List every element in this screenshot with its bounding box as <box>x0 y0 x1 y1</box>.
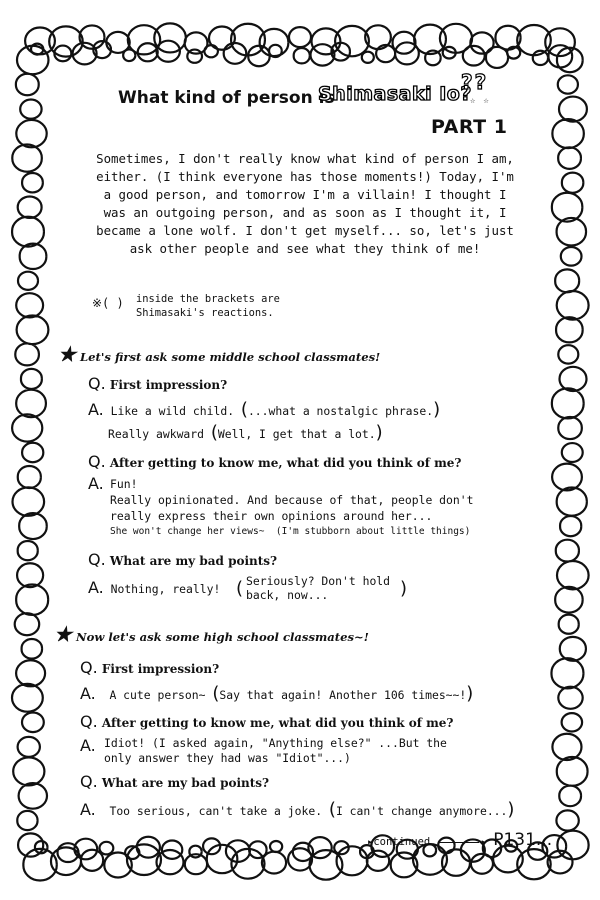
question-text: After getting to know me, what did you think of me? <box>101 716 454 730</box>
answer-text: She won't change her views~ <box>110 526 265 537</box>
continued-text: continued <box>373 836 431 848</box>
note <box>136 292 280 320</box>
star-icon: ★ <box>58 342 76 366</box>
answer-text: really express their own opinions around her... <box>110 509 433 523</box>
question <box>80 712 453 731</box>
answer <box>88 578 220 597</box>
reaction-text: I can't change anymore... <box>335 804 508 818</box>
note-line: Shimasaki's reactions. <box>136 307 274 319</box>
q-label: Q. <box>88 550 106 569</box>
question <box>80 772 269 791</box>
answer-text: only answer they had was "Idiot"...) <box>104 751 351 765</box>
part-label: PART 1 <box>431 116 508 138</box>
intro-paragraph: Sometimes, I don't really know what kind of person I am, either. (I think everyone has those moments!) Today, I'm a good person, and tomorrow I'm a villain! I thought I was an outgoing person, and as soon as I thought it, I became a lone wolf. I don't get myself... so, let's just ask other people and see what they think of me! <box>96 151 514 256</box>
answer-text: Really opinionated. And because of that, people don't <box>110 493 474 507</box>
title-name: Shimasaki Io? <box>318 83 472 105</box>
q-label: Q. <box>80 658 98 677</box>
answer-text-small: She won't change her views~ (I'm stubborn about little things) <box>110 526 471 537</box>
reaction-text: Well, I get that a lot. <box>217 427 376 441</box>
reaction-text: Say that again! Another 106 times~~! <box>219 688 467 702</box>
arrow-head-icon: ▸ <box>480 836 487 848</box>
section-heading-text: Let's first ask some middle school classmates! <box>79 350 381 364</box>
answer: A. Too serious, can't take a joke. (I can't change anymore...) <box>80 799 515 820</box>
page-title: What kind of person is <box>118 88 335 108</box>
answer-text: Like a wild child. <box>110 404 235 418</box>
question <box>88 374 227 393</box>
a-label: A. <box>88 400 104 419</box>
border-loops <box>12 46 49 857</box>
question-text: What are my bad points? <box>101 776 270 790</box>
question <box>88 550 277 569</box>
star-icon: ★ <box>54 622 72 646</box>
border-loops <box>551 48 588 860</box>
a-label: A. <box>80 800 96 819</box>
a-label: A. <box>80 684 96 703</box>
reaction-text: ...what a nostalgic phrase. <box>247 404 434 418</box>
answer-text: Fun! <box>110 477 138 491</box>
small-stars-doodle: ☆☆ <box>470 96 497 106</box>
continued-footer <box>367 830 552 850</box>
reaction-text: I'm stubborn about little things <box>281 526 465 537</box>
arrow-line <box>439 842 479 843</box>
note-line: inside the brackets are <box>136 293 280 305</box>
border-loops <box>25 23 575 56</box>
a-label: A. <box>80 736 96 755</box>
section-heading-high-school <box>54 624 369 644</box>
q-label: Q. <box>88 374 106 393</box>
answer-text: A cute person~ <box>109 688 206 702</box>
answer: Really awkward (Well, I get that a lot.) <box>108 422 383 443</box>
question <box>80 658 219 677</box>
reaction: ( Seriously? Don't hold back, now... ) <box>236 574 408 602</box>
answer <box>80 736 447 766</box>
answer-text: Nothing, really! <box>110 582 221 596</box>
reaction-text: Seriously? Don't hold <box>246 574 391 588</box>
answer-text: Idiot! (I asked again, "Anything else?" ...But the <box>104 736 447 750</box>
question <box>88 452 461 471</box>
question-text: What are my bad points? <box>109 554 278 568</box>
border-loops <box>31 41 572 68</box>
q-label: Q. <box>80 712 98 731</box>
question-marks-doodle: ?? <box>461 70 489 94</box>
question-text: First impression? <box>109 378 228 392</box>
a-label: A. <box>88 474 104 493</box>
answer <box>88 476 473 540</box>
triangle-icon: ▸ <box>367 836 374 848</box>
answer-text: Too serious, can't take a joke. <box>109 804 323 818</box>
answer: A. A cute person~ (Say that again! Another 106 times~~!) <box>80 683 474 704</box>
reaction-text: back, now... <box>246 588 329 602</box>
q-label: Q. <box>80 772 98 791</box>
a-label: A. <box>88 578 104 597</box>
page-reference: P131... <box>493 830 553 850</box>
answer-text: Really awkward <box>108 427 205 441</box>
question-text: First impression? <box>101 662 220 676</box>
q-label: Q. <box>88 452 106 471</box>
section-heading-text: Now let's ask some high school classmates~! <box>75 630 369 644</box>
note-symbol: ※( ) <box>92 296 124 310</box>
section-heading-middle-school <box>58 344 380 364</box>
answer: A. Like a wild child. (...what a nostalgic phrase.) <box>88 399 441 420</box>
question-text: After getting to know me, what did you think of me? <box>109 456 462 470</box>
